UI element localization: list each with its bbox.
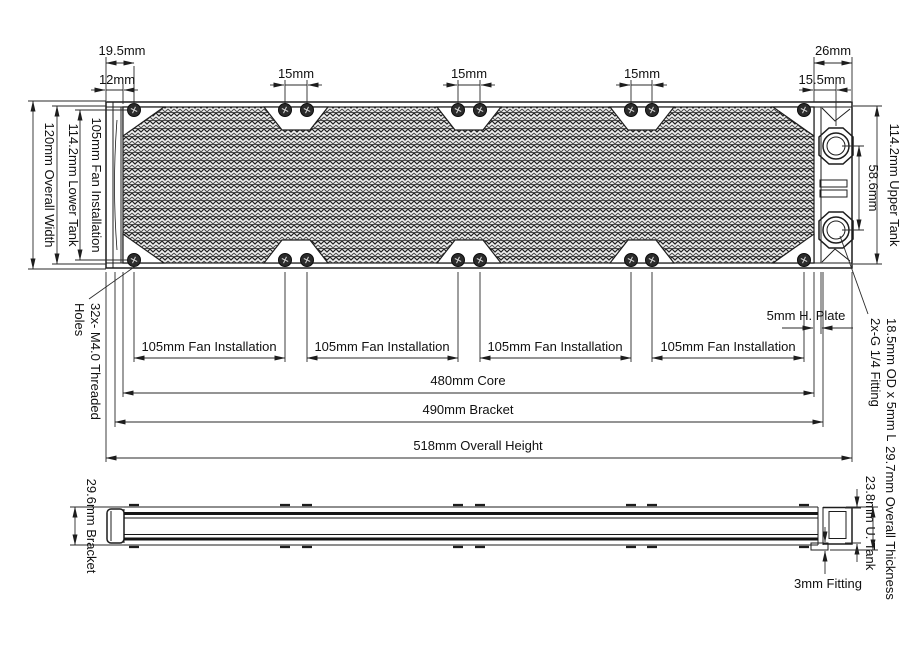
lower-tank-gasket-curve [115,120,118,250]
fitting-leader-line [840,236,868,314]
dim-12mm: 12mm [98,72,136,87]
front-view [28,43,902,462]
dim-15mm-3: 15mm [623,66,661,81]
dim-core: 480mm Core [430,373,506,388]
dim-lower-tank: 114.2mm Lower Tank [66,123,81,247]
dim-fan-4: 105mm Fan Installation [660,339,796,354]
side-tank-cap [107,509,124,543]
dim-upper-tank: 114.2mm Upper Tank [887,123,902,247]
right-dimensions [840,106,902,442]
dim-overall-height: 518mm Overall Height [413,438,543,453]
tank-mid-rib-1 [820,180,847,187]
dim-overall-width: 120mm Overall Width [42,122,57,248]
dim-threaded-holes-2: Holes [72,303,87,337]
dim-bracket: 490mm Bracket [422,402,514,417]
bottom-dimensions [72,265,853,462]
dim-side-u-tank: 23.8mm U. Tank [863,475,878,571]
dim-15mm-1: 15mm [277,66,315,81]
dim-fan-3: 105mm Fan Installation [487,339,623,354]
side-screw-ticks [129,505,809,547]
dim-side-bracket: 29.6mm Bracket [84,478,99,574]
dim-side-fitting: 3mm Fitting [794,576,862,591]
dim-fan-2: 105mm Fan Installation [314,339,450,354]
left-dimensions [28,101,127,269]
dim-fan-1: 105mm Fan Installation [141,339,277,354]
upper-tank-ports [819,108,853,262]
dim-header-plate: 5mm H. Plate [766,308,846,323]
dim-fitting-spec-2: 18.5mm OD x 5mm L [884,318,899,442]
dim-26mm: 26mm [814,43,852,58]
threaded-holes-leader [89,265,137,299]
dim-fitting-spec-1: 2x-G 1/4 Fitting [868,318,883,407]
side-view [70,446,898,600]
dim-15mm-2: 15mm [450,66,488,81]
dim-side-overall-thickness: 29.7mm Overall Thickness [883,446,898,600]
tank-mid-rib-2 [820,190,847,197]
dim-threaded-holes-1: 32x- M4.0 Threaded [88,303,103,420]
dim-19-5mm: 19.5mm [98,43,146,58]
dim-port-spacing: 58.6mm [866,164,881,212]
dim-fan-installation-left: 105mm Fan Installation [89,117,104,253]
dim-15-5mm: 15.5mm [798,72,846,87]
